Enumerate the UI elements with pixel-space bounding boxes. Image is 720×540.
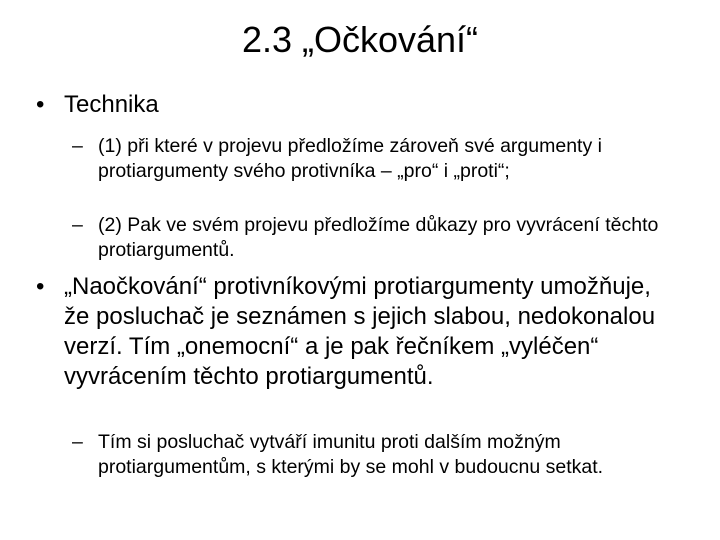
bullet-text: „Naočkování“ protivníkovými protiargumenty umožňuje, že posluchač je seznámen s jejich slabou, nedokonalou verzí. Tím „onemocní“ a je pak řečníkem „vyléčen“ vyvrácením těchto protiargumentů.	[64, 273, 656, 390]
bullet-marker: •	[36, 273, 45, 300]
sub-bullet-1	[72, 134, 672, 184]
bullet-marker: •	[36, 91, 45, 118]
bullet-technika	[36, 90, 676, 120]
bullet-text: Technika	[64, 91, 159, 118]
bullet-naockovani	[36, 272, 676, 392]
sub-bullet-text: (2) Pak ve svém projevu předložíme důkazy pro vyvrácení těchto protiargumentů.	[98, 214, 659, 261]
sub-bullet-text: (1) při které v projevu předložíme zároveň své argumenty i protiargumenty svého protivníka – „pro“ i „proti“;	[98, 135, 602, 182]
sub-bullet-3	[72, 430, 672, 480]
slide-title: 2.3 „Očkování“	[241, 19, 479, 60]
sub-bullet-marker: –	[72, 135, 83, 157]
sub-bullet-marker: –	[72, 431, 83, 453]
sub-bullet-2	[72, 213, 672, 263]
sub-bullet-marker: –	[72, 214, 83, 236]
sub-bullet-text: Tím si posluchač vytváří imunitu proti dalším možným protiargumentům, s kterými by se mohl v budoucnu setkat.	[98, 431, 604, 478]
